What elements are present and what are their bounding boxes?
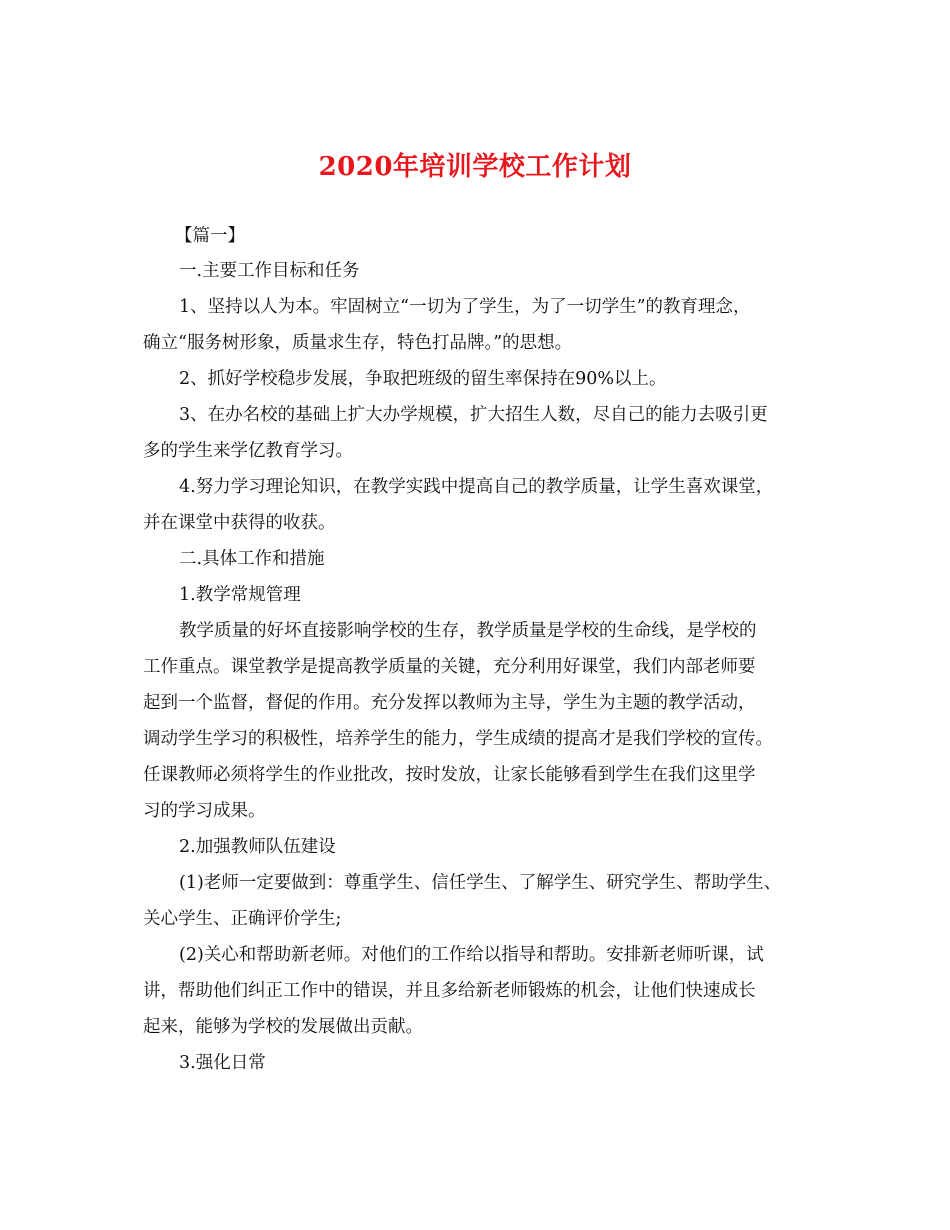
paragraph-line: 习的学习成果。 bbox=[143, 801, 266, 821]
subheading-daily: 3.强化日常 bbox=[179, 1053, 266, 1073]
paragraph-line: 3、在办名校的基础上扩大办学规模，扩大招生人数，尽自己的能力去吸引更 bbox=[179, 405, 768, 425]
paragraph-line: 多的学生来学亿教育学习。 bbox=[143, 441, 353, 461]
paragraph-line: 教学质量的好坏直接影响学校的生存，教学质量是学校的生命线，是学校的 bbox=[179, 621, 757, 641]
paragraph-line: 2、抓好学校稳步发展，争取把班级的留生率保持在90%以上。 bbox=[179, 369, 667, 389]
paragraph-line: 调动学生学习的积极性，培养学生的能力，学生成绩的提高才是我们学校的宣传。 bbox=[143, 729, 773, 749]
paragraph-line: 起来，能够为学校的发展做出贡献。 bbox=[143, 1017, 423, 1037]
subheading-teaching-management: 1.教学常规管理 bbox=[179, 585, 301, 605]
paragraph-line: (1)老师一定要做到：尊重学生、信任学生、了解学生、研究学生、帮助学生、 bbox=[179, 873, 782, 893]
section-heading-part-one: 【篇一】 bbox=[175, 226, 245, 246]
heading-measures: 二.具体工作和措施 bbox=[179, 549, 325, 569]
document-title: 2020年培训学校工作计划 bbox=[318, 152, 632, 182]
paragraph-line: 1、坚持以人为本。牢固树立“一切为了学生，为了一切学生”的教育理念， bbox=[179, 297, 751, 317]
paragraph-line: 工作重点。课堂教学是提高教学质量的关键，充分利用好课堂，我们内部老师要 bbox=[143, 657, 756, 677]
paragraph-line: 关心学生、正确评价学生; bbox=[143, 909, 342, 929]
paragraph-line: 确立“服务树形象，质量求生存，特色打品牌。”的思想。 bbox=[143, 333, 573, 353]
paragraph-line: 并在课堂中获得的收获。 bbox=[143, 513, 336, 533]
heading-goals-tasks: 一.主要工作目标和任务 bbox=[179, 261, 360, 281]
paragraph-line: 4.努力学习理论知识，在教学实践中提高自己的教学质量，让学生喜欢课堂， bbox=[179, 477, 774, 497]
paragraph-line: 起到一个监督，督促的作用。充分发挥以教师为主导，学生为主题的教学活动， bbox=[143, 693, 756, 713]
subheading-teacher-team: 2.加强教师队伍建设 bbox=[179, 837, 336, 857]
paragraph-line: (2)关心和帮助新老师。对他们的工作给以指导和帮助。安排新老师听课，试 bbox=[179, 945, 764, 965]
paragraph-line: 讲，帮助他们纠正工作中的错误，并且多给新老师锻炼的机会，让他们快速成长 bbox=[143, 981, 756, 1001]
paragraph-line: 任课教师必须将学生的作业批改，按时发放，让家长能够看到学生在我们这里学 bbox=[143, 765, 756, 785]
